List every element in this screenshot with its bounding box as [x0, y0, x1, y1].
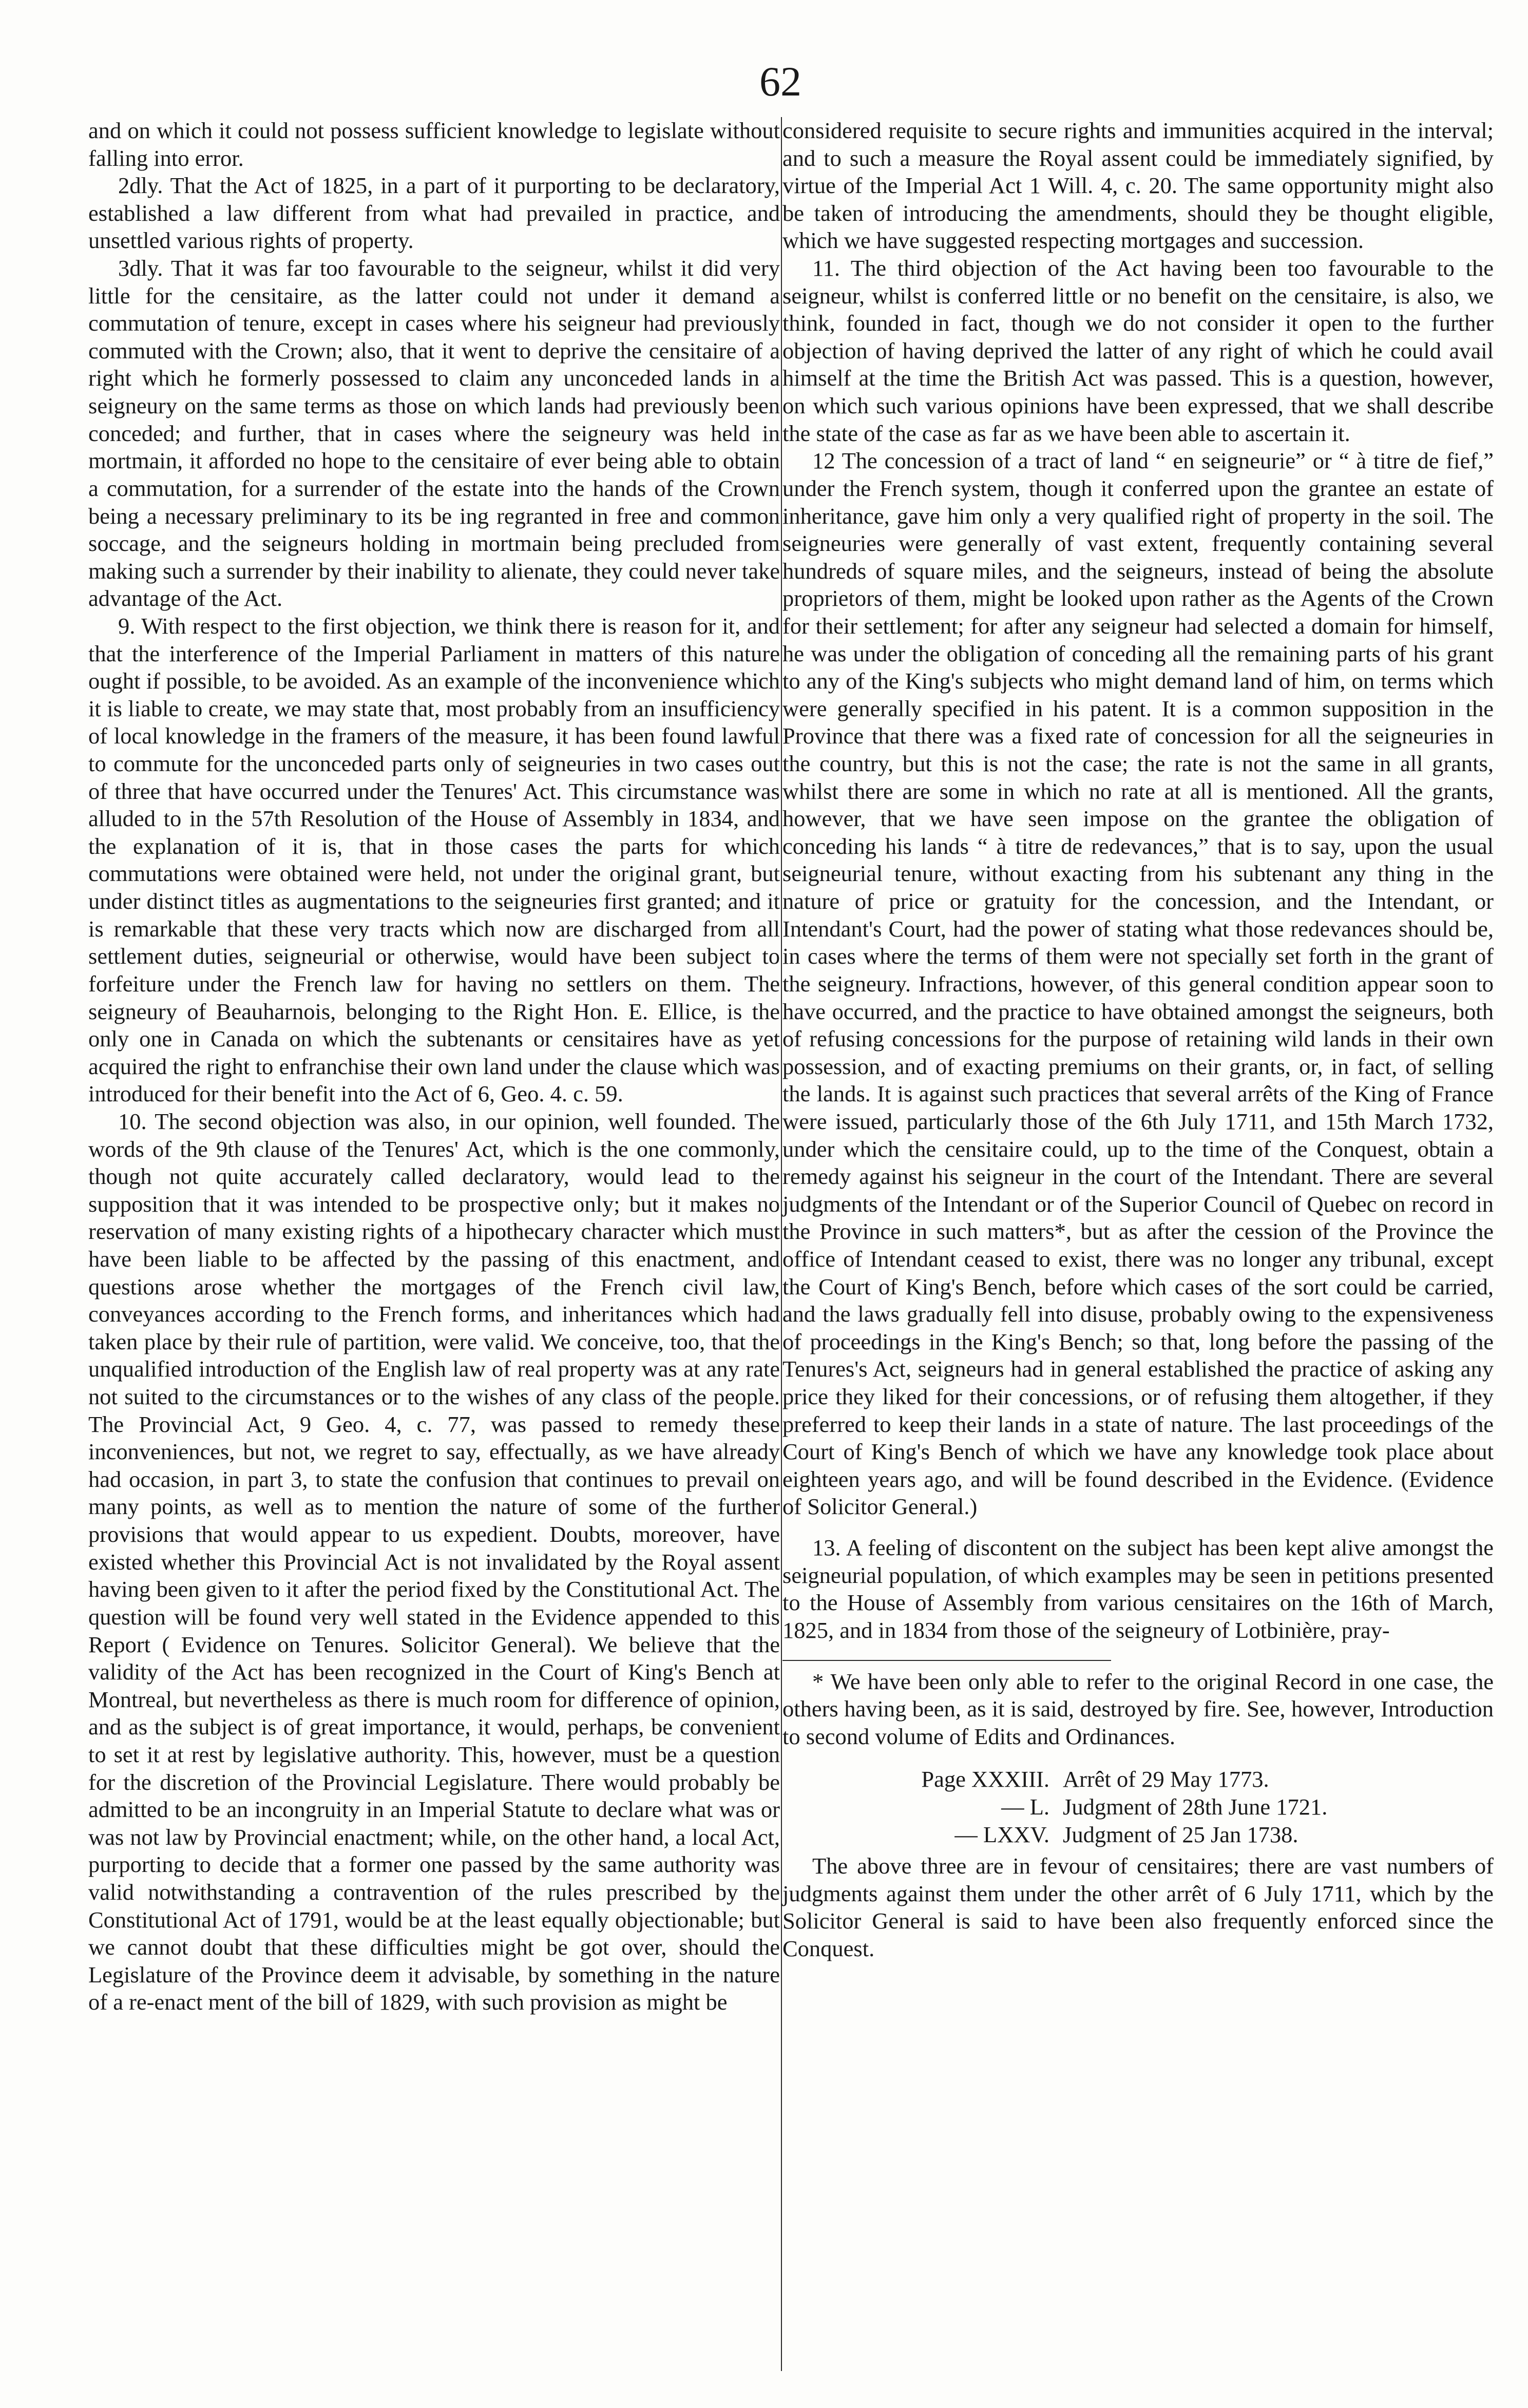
reference-text: Arrêt of 29 May 1773.	[1063, 1766, 1269, 1792]
footnote-closing: The above three are in fevour of censitaires; there are vast numbers of judgments against them under the other arrêt of 6 July 1711, which by the Solicitor General is said to have been also frequently enforced since the Conquest.	[782, 1853, 1494, 1961]
reference-line	[895, 1766, 1494, 1793]
reference-text: Judgment of 25 Jan 1738.	[1063, 1821, 1298, 1847]
reference-label: — L.	[1001, 1793, 1049, 1820]
paragraph: and on which it could not possess sufficient knowledge to legislate without falling into error.	[88, 118, 780, 171]
paragraph: considered requisite to secure rights and immunities acquired in the interval; and to such a measure the Royal assent could be immediately signified, by virtue of the Imperial Act 1 Will. 4, c. 20. The same opportunity might also be taken of introducing the amendments, should they be thought eligible, which we have suggested respecting mortgages and succession.	[782, 118, 1494, 254]
reference-label: — LXXV.	[954, 1821, 1049, 1847]
paragraph: 10. The second objection was also, in our opinion, well founded. The words of the 9th clause of the Tenures' Act, which is the one commonly, though not quite accurately called declaratory, would lead to the supposition that it was intended to be prospective only; but it makes no reservation of many existing rights of a hipothecary character which must have been liable to be affected by the passing of this enactment, and questions arose whether the mortgages of the French civil law, conveyances according to the French forms, and inheritances which had taken place by their rule of partition, were valid. We conceive, too, that the unqualified introduction of the English law of real property was at any rate not suited to the circumstances or to the wishes of any class of the people. The Provincial Act, 9 Geo. 4, c. 77, was passed to remedy these inconveniences, but not, we regret to say, effectually, as we have already had occasion, in part 3, to state the confusion that continues to prevail on many points, as well as to mention the nature of some of the further provisions that would appear to us expedient. Doubts, moreover, have existed whether this Provincial Act is not invalidated by the Royal assent having been given to it after the period fixed by the Constitutional Act. The question will be found very well stated in the Evidence appended to this Report ( Evidence on Tenures. Solicitor General). We believe that the validity of the Act has been recognized in the Court of King's Bench at Montreal, but nevertheless as there is much room for difference of opinion, and as the subject is of great importance, it would, perhaps, be convenient to set it at rest by legislative authority. This, however, must be a question for the discretion of the Provincial Legislature. There would probably be admitted to be an incongruity in an Imperial Statute to declare what was or was not law by Provincial enactment; while, on the other hand, a local Act, purporting to decide that a former one passed by the same authority was valid notwithstanding a contravention of the rules prescribed by the Constitutional Act of 1791, would be at the least equally objectionable; but we cannot doubt that these difficulties might be got over, should the Legislature of the Province deem it advisable, by something in the nature of a re-enact ment of the bill of 1829, with such provision as might be	[88, 1108, 780, 2015]
footnote-text: * We have been only able to refer to the original Record in one case, the others having been, as it is said, destroyed by fire. See, however, Introduction to second volume of Edits and Ordinances.	[782, 1668, 1494, 1749]
footnote-references	[895, 1766, 1494, 1848]
page-number: 62	[759, 58, 801, 105]
right-column	[782, 117, 1494, 1963]
column-divider	[781, 117, 782, 2371]
reference-line	[895, 1821, 1494, 1849]
paragraph: 12 The concession of a tract of land “ en seigneurie” or “ à titre de fief,” under the French system, though it conferred upon the grantee an estate of inheritance, gave him only a very qualified right of property in the soil. The seigneuries were generally of vast extent, frequently containing several hundreds of square miles, and the seigneurs, instead of being the absolute proprietors of them, might be looked upon rather as the Agents of the Crown for their settlement; for after any seigneur had selected a domain for himself, he was under the obligation of conceding all the remaining parts of his grant to any of the King's subjects who might demand land of him, on terms which were generally specified in his patent. It is a common supposition in the Province that there was a fixed rate of concession for all the seigneuries in the country, but this is not the case; the rate is not the same in all grants, whilst there are some in which no rate at all is mentioned. All the grants, however, that we have seen impose on the grantee the obligation of conceding his lands “ à titre de redevances,” that is to say, upon the usual seigneurial tenure, without exacting from his subtenant any thing in the nature of price or gratuity for the concession, and the Intendant, or Intendant's Court, had the power of stating what those redevances should be, in cases where the terms of them were not specially set forth in the grant of the seigneury. Infractions, however, of this general condition appear soon to have occurred, and the practice to have obtained amongst the seigneurs, both of refusing concessions for the purpose of retaining wild lands in their own possession, and of exacting premiums on their grants, or, in fact, of selling the lands. It is against such practices that several arrêts of the King of France were issued, particularly those of the 6th July 1711, and 15th March 1732, under which the censitaire could, up to the time of the Conquest, obtain a remedy against his seigneur in the court of the Intendant. There are several judgments of the Intendant or of the Superior Council of Quebec on record in the Province in such matters*, but as after the cession of the Province the office of Intendant ceased to exist, there was no longer any tribunal, except the Court of King's Bench, before which cases of the sort could be carried, and the laws gradually fell into disuse, probably owing to the expensiveness of proceedings in the King's Bench; so that, long before the passing of the Tenures's Act, seigneurs had in general established the practice of asking any price they liked for their concessions, or of refusing them altogether, if they preferred to keep their lands in a state of nature. The last proceedings of the Court of King's Bench of which we have any knowledge took place about eighteen years ago, and will be found described in the Evidence. (Evidence of Solicitor General.)	[782, 448, 1494, 1520]
reference-line	[895, 1793, 1494, 1821]
reference-label: Page XXXIII.	[921, 1766, 1049, 1792]
paragraph: 9. With respect to the first objection, we think there is reason for it, and that the interference of the Imperial Parliament in matters of this nature ought if possible, to be avoided. As an example of the inconvenience which it is liable to create, we may state that, most probably from an insufficiency of local knowledge in the framers of the measure, it has been found lawful to commute for the unconceded parts only of seigneuries in two cases out of three that have occurred under the Tenures' Act. This circumstance was alluded to in the 57th Resolution of the House of Assembly in 1834, and the explanation of it is, that in those cases the parts for which commutations were obtained were held, not under the original grant, but under distinct titles as augmentations to the seigneuries first granted; and it is remarkable that these very tracts which now are discharged from all settlement duties, seigneurial or otherwise, would have been subject to forfeiture under the French law for having no settlers on them. The seigneury of Beauharnois, belonging to the Right Hon. E. Ellice, is the only one in Canada on which the subtenants or censitaires have as yet acquired the right to enfranchise their own land under the clause which was introduced for their benefit into the Act of 6, Geo. 4. c. 59.	[88, 613, 780, 1107]
left-column	[88, 117, 780, 2016]
paragraph: 13. A feeling of discontent on the subject has been kept alive amongst the seigneurial population, of which examples may be seen in petitions presented to the House of Assembly from various censitaires on the 16th of March, 1825, and in 1834 from those of the seigneury of Lotbinière, pray-	[782, 1535, 1494, 1643]
paragraph: 11. The third objection of the Act having been too favourable to the seigneur, whilst is conferred little or no benefit on the censitaire, is also, we think, founded in fact, though we do not consider it open to the further objection of having deprived the latter of any right of which he could avail himself at the time the British Act was passed. This is a question, however, on which such various opinions have been expressed, that we shall describe the state of the case as far as we have been able to ascertain it.	[782, 255, 1494, 446]
paragraph: 2dly. That the Act of 1825, in a part of it purporting to be declaratory, established a law different from what had prevailed in practice, and unsettled various rights of property.	[88, 173, 780, 254]
reference-text: Judgment of 28th June 1721.	[1063, 1793, 1328, 1820]
footnote-divider	[782, 1660, 1111, 1661]
paragraph: 3dly. That it was far too favourable to the seigneur, whilst it did very little for the censitaire, as the latter could not under it demand a commutation of tenure, except in cases where his seigneur had previously commuted with the Crown; also, that it went to deprive the censitaire of a right which he formerly possessed to claim any unconceded lands in a seigneury on the same terms as those on which lands had previously been conceded; and further, that in cases where the seigneury was held in mortmain, it afforded no hope to the censitaire of ever being able to obtain a commutation, for a surrender of the estate into the hands of the Crown being a necessary preliminary to its be ing regranted in free and common soccage, and the seigneurs holding in mortmain being precluded from making such a surrender by their inability to alienate, they could never take advantage of the Act.	[88, 255, 780, 611]
